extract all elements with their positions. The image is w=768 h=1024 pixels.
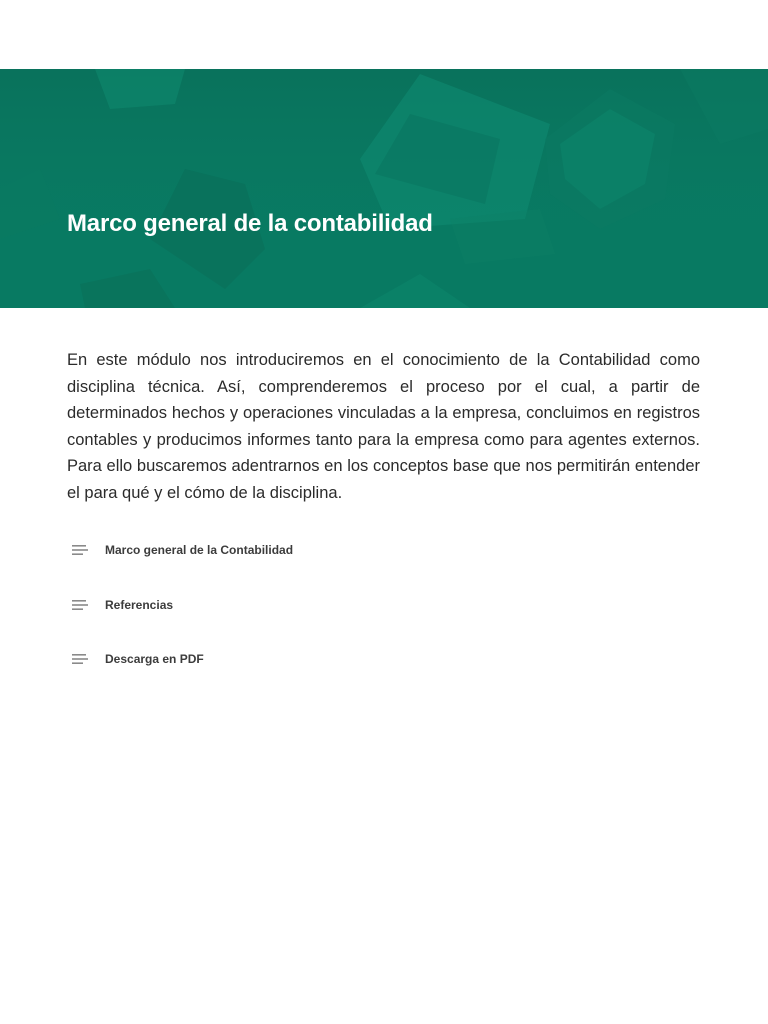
toc-item-label: Referencias [105, 597, 174, 612]
hero-background-image [0, 69, 768, 308]
toc-item-marco-general[interactable] [70, 537, 293, 563]
intro-paragraph: En este módulo nos introduciremos en el conocimiento de la Contabilidad como disciplina técnica. Así, comprenderemos el proceso por el cual, a partir de determinados hechos y operaciones vinculadas a la empresa, concluimos en registros contables y producimos informes tanto para la empresa como para agentes externos. Para ello buscaremos adentrarnos en los conceptos base que nos permitirán entender el para qué y el cómo de la disciplina. [67, 351, 700, 502]
toc-item-descarga-pdf[interactable] [70, 646, 293, 672]
toc-item-label: Marco general de la Contabilidad [105, 543, 294, 557]
lines-icon [70, 598, 90, 612]
lines-icon [70, 543, 90, 557]
toc-item-label: Descarga en PDF [105, 652, 204, 666]
page-title: Marco general de la contabilidad [67, 210, 433, 237]
table-of-contents [70, 537, 293, 701]
lines-icon [70, 652, 90, 666]
toc-item-referencias[interactable] [70, 592, 293, 618]
hero-banner [0, 69, 768, 308]
